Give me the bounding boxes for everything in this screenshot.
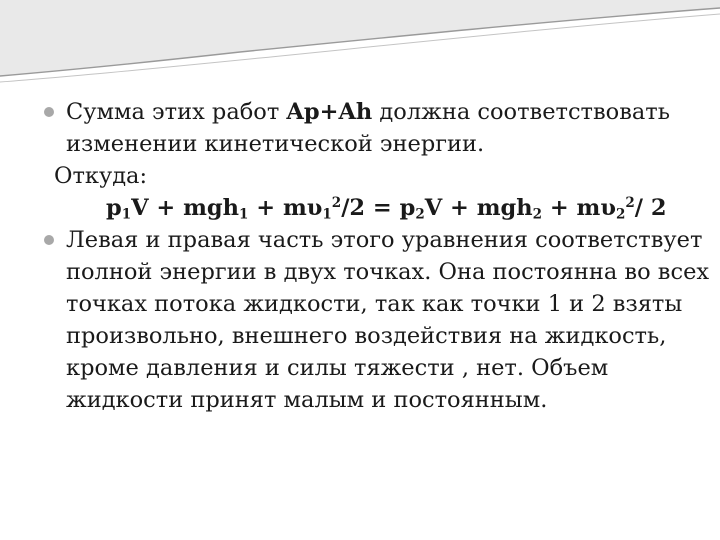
formula-part: /2 = p [341,195,416,221]
bullet-2-line-4: произвольно, внешнего воздействия на жидкость, [66,323,667,349]
bullet-2-line-2: полной энергии в двух точках. Она постоянна во всех [66,259,710,285]
formula-subscript: 1 [239,206,249,223]
formula-superscript: 2 [625,194,635,211]
formula-subscript: 2 [415,206,425,223]
bullet-dot-icon [44,107,54,117]
bullet-1-line-1 [66,96,712,128]
bullet-2-line-6: жидкости принят малым и постоянным. [66,387,548,413]
formula-subscript: 2 [615,206,626,223]
bullet-2-line-5: кроме давления и силы тяжести , нет. Объем [66,355,609,381]
formula-subscript: 1 [121,206,132,223]
text-fragment: должна соответствовать [372,99,670,125]
bullet-item-1 [40,96,712,160]
formula-part: / 2 [634,195,667,221]
text-fragment: Сумма этих работ [66,99,287,125]
otkuda-label: Откуда: [54,163,148,189]
formula-part: + mυ [542,195,616,221]
bernoulli-formula [40,192,712,224]
slide-body [40,96,712,416]
formula-part: p [106,195,122,221]
formula-part: V + mgh [424,195,533,221]
bullet-2-line-3: точках потока жидкости, так как точки 1 и 2 взяты [66,291,683,317]
header-decoration [0,0,720,100]
formula-part: + mυ [248,195,323,221]
bullet-item-2 [40,224,712,416]
formula-subscript: 1 [322,206,332,223]
work-terms: Ap+Ah [286,99,373,125]
bullet-dot-icon [44,235,54,245]
bullet-1-line-2: изменении кинетической энергии. [66,131,485,157]
formula-subscript: 2 [532,206,542,223]
formula-superscript: 2 [331,194,342,211]
formula-part: V + mgh [131,195,240,221]
bullet-2-line-1: Левая и правая часть этого уравнения соответствует [66,227,703,253]
